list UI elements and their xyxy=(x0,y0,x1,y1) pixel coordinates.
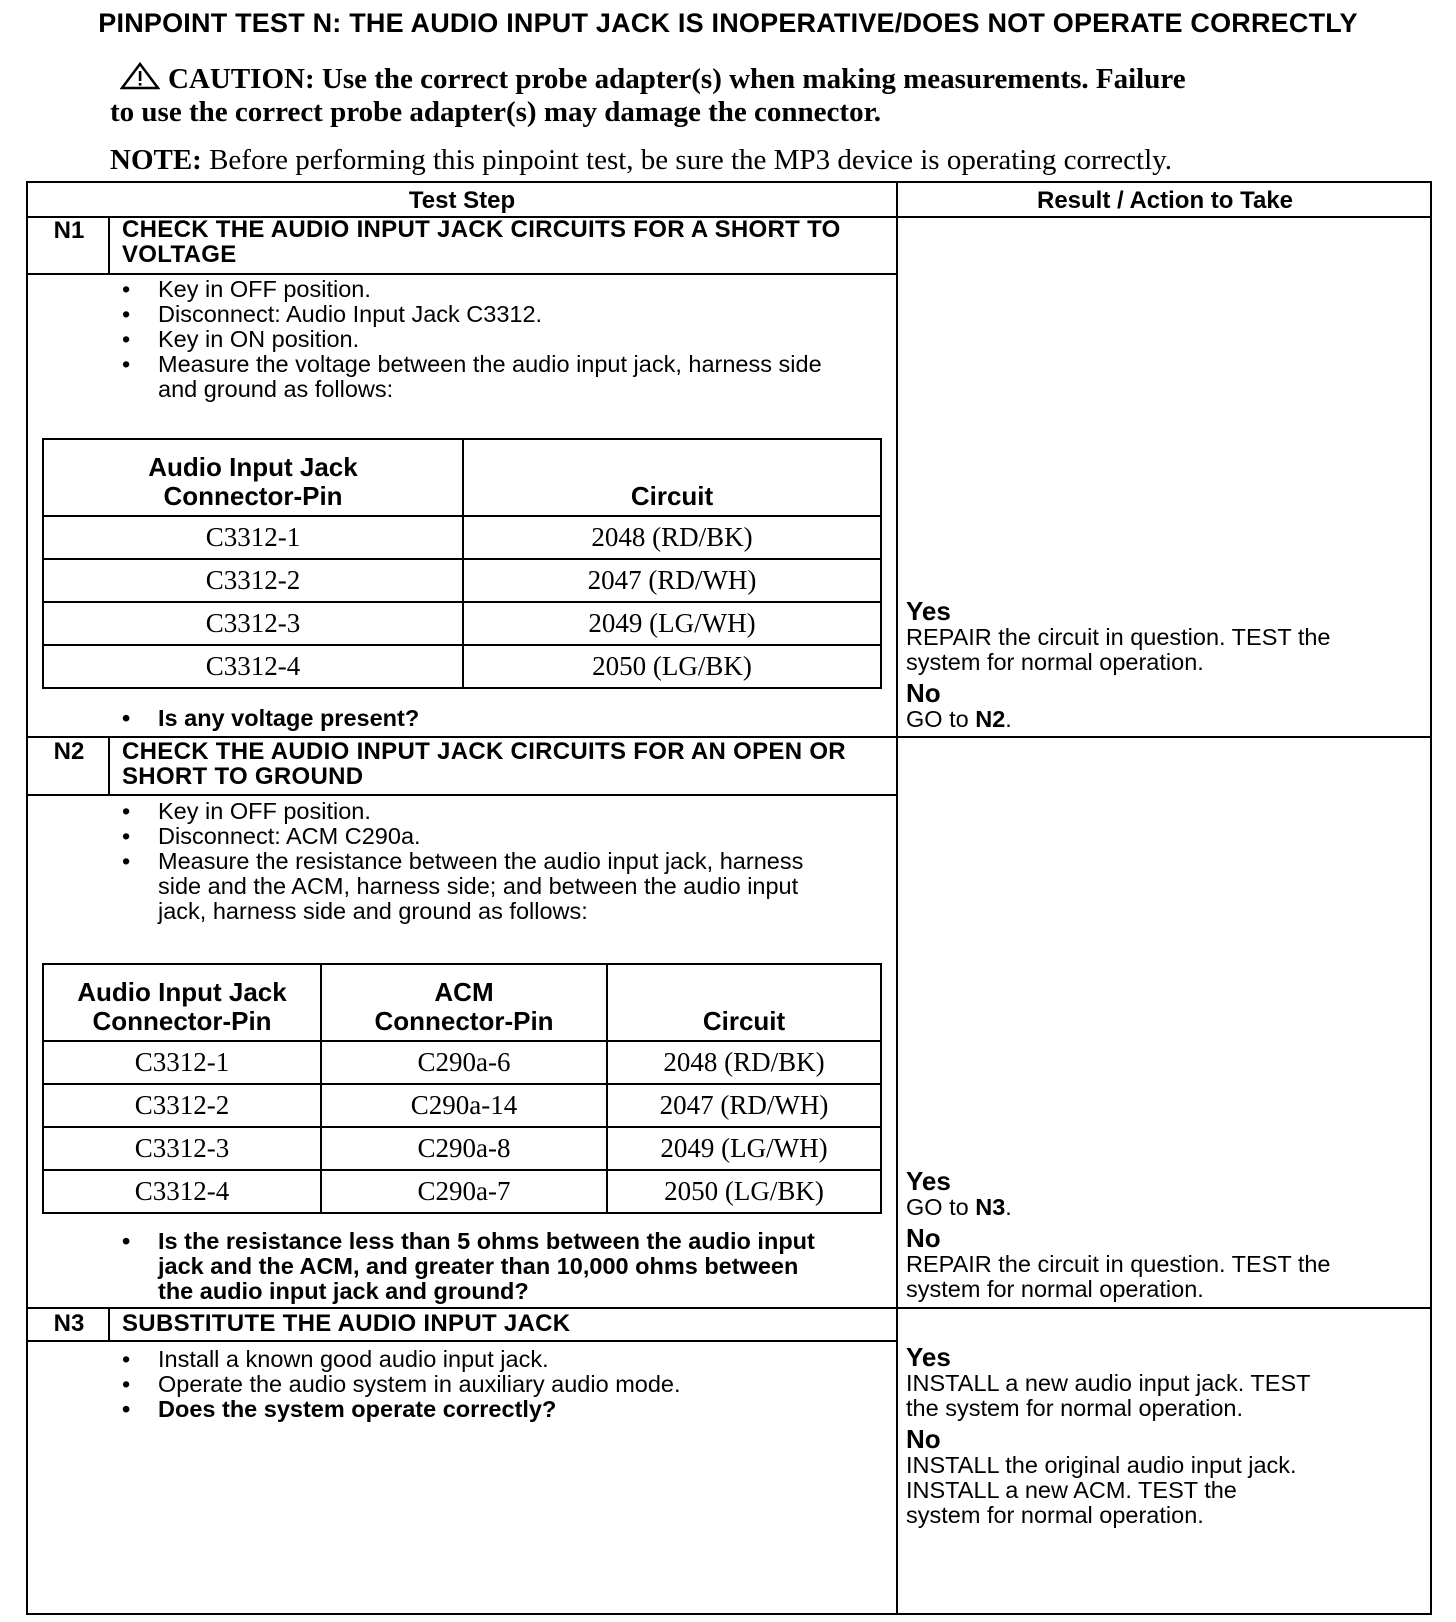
list-item: • Key in OFF position. xyxy=(28,277,888,302)
list-item: • Disconnect: ACM C290a. xyxy=(28,824,888,849)
table-cell: 2050 (LG/BK) xyxy=(607,1170,881,1213)
table-row xyxy=(43,602,881,645)
step-n2-id: N2 xyxy=(53,738,85,765)
column-divider xyxy=(896,183,898,1615)
step-n3-instructions xyxy=(28,1347,888,1422)
list-item: • Key in OFF position. xyxy=(28,799,888,824)
list-item: • Disconnect: Audio Input Jack C3312. xyxy=(28,302,888,327)
list-item: • Is any voltage present? xyxy=(28,706,888,731)
table-cell: 2047 (RD/WH) xyxy=(463,559,881,602)
yes-label: Yes xyxy=(906,1342,951,1372)
table-cell: 2048 (RD/BK) xyxy=(463,516,881,559)
step-n1-instructions xyxy=(28,277,888,402)
table-cell: C3312-1 xyxy=(43,1041,321,1084)
pinpoint-test-table xyxy=(26,181,1432,1615)
list-item: • Operate the audio system in auxiliary audio mode. xyxy=(28,1372,888,1397)
table-cell: C290a-14 xyxy=(321,1084,607,1127)
caution-text-2: to use the correct probe adapter(s) may damage the connector. xyxy=(110,96,882,128)
table-cell: C3312-4 xyxy=(43,645,463,688)
table-header-row xyxy=(43,439,881,516)
table-cell: C3312-3 xyxy=(43,1127,321,1170)
n1-pin-table xyxy=(42,438,882,689)
table-row xyxy=(43,559,881,602)
no-label: No xyxy=(906,678,941,708)
table-cell: C290a-6 xyxy=(321,1041,607,1084)
table-cell: C3312-4 xyxy=(43,1170,321,1213)
list-item-line: Measure the resistance between the audio input jack, harness xyxy=(158,848,804,874)
header-test-step: Test Step xyxy=(408,187,516,214)
step-n1-result xyxy=(906,597,1396,732)
no-label: No xyxy=(906,1424,941,1454)
list-item-line: Measure the voltage between the audio input jack, harness side xyxy=(158,351,822,377)
yes-action: GO to N3. xyxy=(906,1194,1012,1220)
table-row xyxy=(43,1084,881,1127)
n2-col-circuit-header: Circuit xyxy=(607,964,881,1041)
table-cell: C3312-1 xyxy=(43,516,463,559)
table-cell: C290a-7 xyxy=(321,1170,607,1213)
n2-col-acm-header: ACM Connector-Pin xyxy=(321,964,607,1041)
caution-notice xyxy=(110,62,1340,128)
note-text: Before performing this pinpoint test, be sure the MP3 device is operating correctly. xyxy=(209,144,1173,176)
list-item xyxy=(28,849,888,924)
table-cell: 2047 (RD/WH) xyxy=(607,1084,881,1127)
n2-title-divider xyxy=(28,794,896,796)
step-n1-title-line: CHECK THE AUDIO INPUT JACK CIRCUITS FOR A SHORT TO xyxy=(122,216,841,243)
table-row xyxy=(43,1170,881,1213)
step-n2-title xyxy=(122,739,922,789)
list-item: • Does the system operate correctly? xyxy=(28,1397,888,1422)
caution-text-1: Use the correct probe adapter(s) when making measurements. Failure xyxy=(321,63,1186,95)
yes-label: Yes xyxy=(906,596,951,626)
step-n3-id: N3 xyxy=(53,1310,85,1337)
step-n2-question xyxy=(28,1229,888,1304)
table-cell: 2049 (LG/WH) xyxy=(463,602,881,645)
note-label: NOTE: xyxy=(110,144,202,176)
no-action: GO to N2. xyxy=(906,706,1012,732)
list-item: • Is the resistance less than 5 ohms between the audio input jack and the ACM, and greater than 10,000 ohms between the audio input jack and ground? xyxy=(28,1229,888,1304)
table-cell: C3312-3 xyxy=(43,602,463,645)
step-n2-title-line: SHORT TO GROUND xyxy=(122,763,364,790)
table-row xyxy=(43,645,881,688)
step-n2-instructions xyxy=(28,799,888,924)
n1-title-divider xyxy=(28,273,896,275)
list-item: • Install a known good audio input jack. xyxy=(28,1347,888,1372)
no-label: No xyxy=(906,1223,941,1253)
table-row xyxy=(43,1041,881,1084)
n2-bottom-divider xyxy=(28,1307,1432,1309)
table-cell: 2048 (RD/BK) xyxy=(607,1041,881,1084)
table-row xyxy=(43,516,881,559)
caution-line-1 xyxy=(110,62,1340,97)
n2-pin-table xyxy=(42,963,882,1214)
n3-title-divider xyxy=(28,1340,896,1342)
list-item-line: side and the ACM, harness side; and between the audio input xyxy=(158,873,799,899)
header-result: Result / Action to Take xyxy=(1036,187,1294,214)
step-n3-title: SUBSTITUTE THE AUDIO INPUT JACK xyxy=(122,1310,571,1337)
list-item: • Key in ON position. xyxy=(28,327,888,352)
list-item-line: jack, harness side and ground as follows: xyxy=(158,898,588,924)
table-cell: C3312-2 xyxy=(43,1084,321,1127)
step-n1-id: N1 xyxy=(53,217,85,244)
table-cell: C290a-8 xyxy=(321,1127,607,1170)
page-title: PINPOINT TEST N: THE AUDIO INPUT JACK IS INOPERATIVE/DOES NOT OPERATE CORRECTLY xyxy=(98,8,1358,38)
table-cell: 2049 (LG/WH) xyxy=(607,1127,881,1170)
step-n1-title xyxy=(122,217,922,267)
step-n2-title-line: CHECK THE AUDIO INPUT JACK CIRCUITS FOR AN OPEN OR xyxy=(122,738,846,765)
table-header-row xyxy=(43,964,881,1041)
table-cell: C3312-2 xyxy=(43,559,463,602)
yes-action: REPAIR the circuit in question. TEST the system for normal operation. xyxy=(906,624,1331,675)
n2-col-pin-header: Audio Input Jack Connector-Pin xyxy=(43,964,321,1041)
warning-triangle-icon xyxy=(120,62,160,97)
n1-col-pin-header: Audio Input Jack Connector-Pin xyxy=(43,439,463,516)
step-n1-question xyxy=(28,706,888,731)
step-n2-result xyxy=(906,1167,1396,1302)
list-item-line: and ground as follows: xyxy=(158,376,394,402)
table-cell: 2050 (LG/BK) xyxy=(463,645,881,688)
caution-label: CAUTION: xyxy=(168,63,315,95)
yes-action: INSTALL a new audio input jack. TEST the system for normal operation. xyxy=(906,1370,1311,1421)
n1-col-circuit-header: Circuit xyxy=(463,439,881,516)
step-n1-title-line: VOLTAGE xyxy=(122,241,237,268)
note xyxy=(110,144,1370,176)
step-n3-result xyxy=(906,1343,1396,1528)
no-action: INSTALL the original audio input jack. INSTALL a new ACM. TEST the system for normal operation. xyxy=(906,1452,1297,1528)
list-item xyxy=(28,352,888,402)
no-action: REPAIR the circuit in question. TEST the system for normal operation. xyxy=(906,1251,1331,1302)
yes-label: Yes xyxy=(906,1166,951,1196)
table-row xyxy=(43,1127,881,1170)
